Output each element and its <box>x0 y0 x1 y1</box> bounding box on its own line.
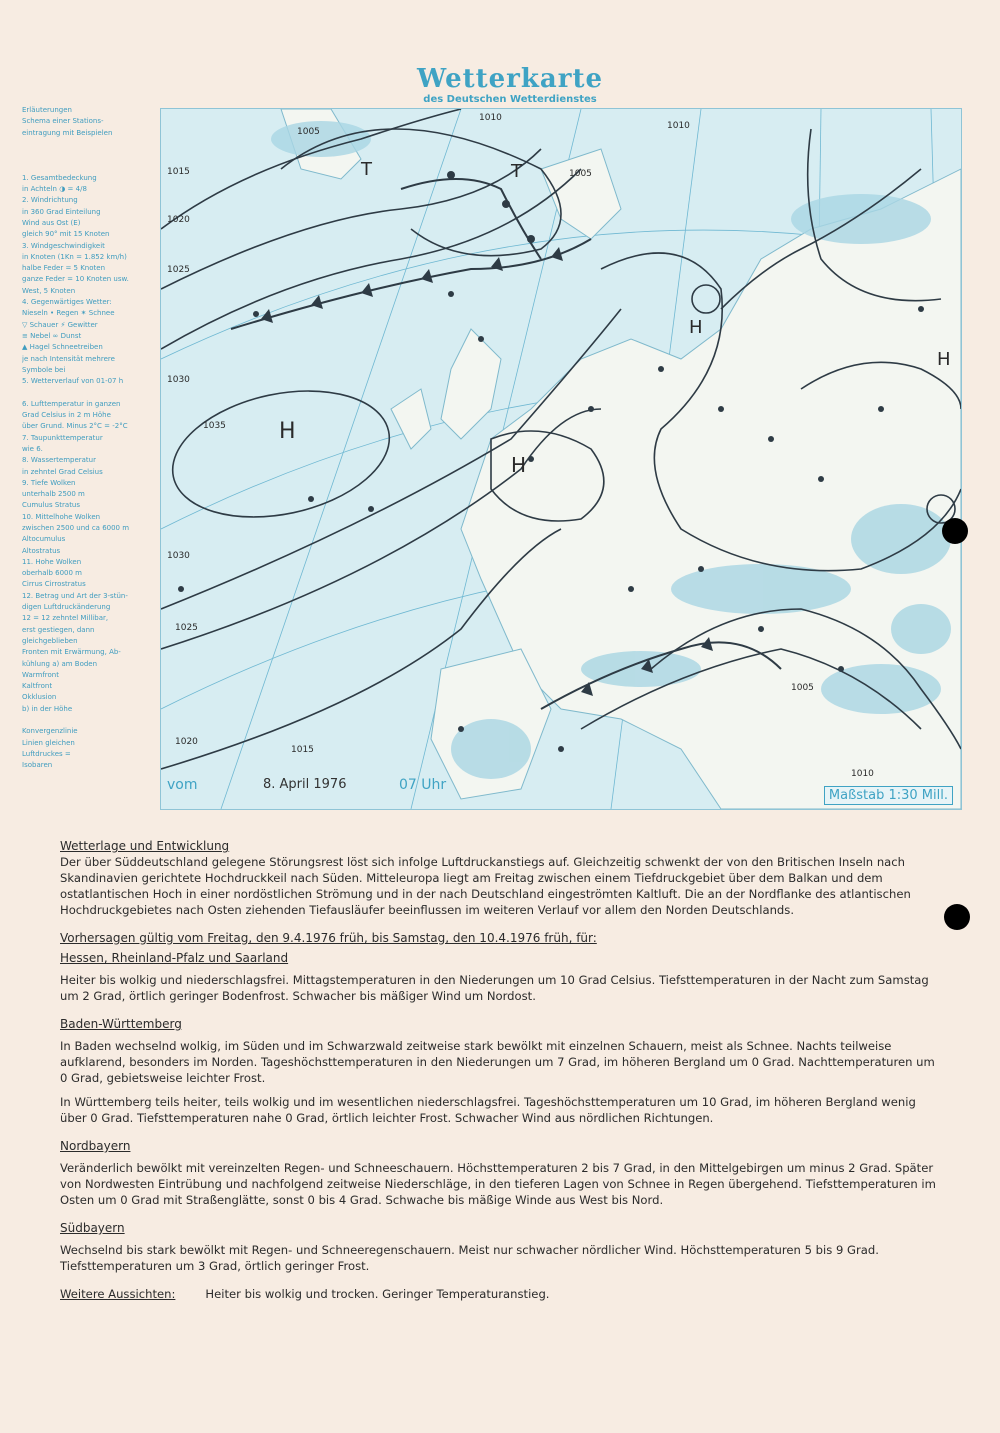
aussichten-heading: Weitere Aussichten: <box>60 1287 176 1301</box>
lage-text: Der über Süddeutschland gelegene Störungsrest löst sich infolge Luftdruckanstiegs auf. Gleichzeitig schwenkt der von den Britischen Inseln nach Skandinavien gerichtete Hochdruckkeil nach Süden. Mitteleuropa liegt am Freitag zwischen einem Tiefdruckgebiet über dem Balkan und dem ostatlantischen Hoch in einer nordöstlichen Strömung und in der nach Deutschland eingeströmten Kaltluft. Die an der Nordflanke des atlantischen Hochdruckgebietes nach Osten ziehenden Tiefausläufer beeinflussen im weiteren Verlauf vor allem den Norden Deutschlands. <box>60 855 911 917</box>
legend-line: ganze Feder = 10 Knoten usw. <box>22 275 129 284</box>
legend-line: zwischen 2500 und ca 6000 m <box>22 523 130 532</box>
date-prefix: vom <box>167 777 198 793</box>
section-aussichten <box>60 1286 940 1302</box>
nordbayern-text: Veränderlich bewölkt mit vereinzelten Regen- und Schneeschauern. Höchsttemperaturen 2 bis 7 Grad, in den Mittelgebirgen um minus 2 Grad. Später von Nordwesten Eintrübung und nachfolgend zeitweise Niederschläge, in den tieferen Lagen von Schnee in Regen übergehend. Tiefsttemperaturen im Osten um 0 Grad mit Straßenglätte, sonst 0 bis 4 Grad. Schwache bis mäßige Winde aus West bis Nord. <box>60 1161 936 1207</box>
suedbayern-text: Wechselnd bis stark bewölkt mit Regen- und Schneeregenschauern. Meist nur schwacher nördlicher Wind. Höchsttemperaturen 5 bis 9 Grad. Tiefsttemperaturen um 3 Grad, örtlich geringer Frost. <box>60 1243 879 1273</box>
pressure-label: 1030 <box>167 551 190 561</box>
legend-line: 9. Tiefe Wolken <box>22 478 76 487</box>
legend-line: Warmfront <box>22 670 59 679</box>
legend-line: 12 = 12 zehntel Millibar, <box>22 614 109 623</box>
legend-line <box>22 716 158 727</box>
legend-line: digen Luftdruckänderung <box>22 603 111 612</box>
section-bw <box>60 1016 940 1126</box>
legend-line: 5. Wetterverlauf von 01-07 h <box>22 377 124 386</box>
aussichten-text: Heiter bis wolkig und trocken. Geringer Temperaturanstieg. <box>205 1287 550 1301</box>
legend-line: West, 5 Knoten <box>22 286 76 295</box>
legend-line: Fronten mit Erwärmung, Ab- <box>22 648 121 657</box>
nordbayern-heading: Nordbayern <box>60 1139 131 1153</box>
high-pressure-center: H <box>937 349 951 370</box>
section-hessen <box>60 950 940 1004</box>
pressure-label: 1010 <box>479 113 502 123</box>
validity-heading: Vorhersagen gültig vom Freitag, den 9.4.1976 früh, bis Samstag, den 10.4.1976 früh, für: <box>60 931 597 945</box>
legend-line: Nieseln • Regen ✶ Schnee <box>22 309 115 318</box>
legend-line: in Knoten (1Kn = 1.852 km/h) <box>22 252 127 261</box>
legend-line: Schema einer Stations- <box>22 117 104 126</box>
legend-line: Kaltfront <box>22 682 53 691</box>
legend-line: erst gestiegen, dann <box>22 625 95 634</box>
bw-heading: Baden-Württemberg <box>60 1017 182 1031</box>
legend-line: Konvergenzlinie <box>22 727 78 736</box>
section-validity <box>60 930 940 946</box>
pressure-label: 1005 <box>791 683 814 693</box>
high-pressure-center: H <box>511 453 527 477</box>
suedbayern-heading: Südbayern <box>60 1221 125 1235</box>
legend-line: Wind aus Ost (E) <box>22 218 81 227</box>
bw-text-wuerttemberg: In Württemberg teils heiter, teils wolkig und im wesentlichen niederschlagsfrei. Tageshöchsttemperaturen um 10 Grad, im höheren Bergland wenig über 0 Grad. Tiefsttemperaturen nahe 0 Grad, örtlich leichter Frost. Schwacher Wind aus nördlichen Richtungen. <box>60 1095 916 1125</box>
pressure-label: 1020 <box>167 215 190 225</box>
legend-line: Symbole bei <box>22 365 66 374</box>
legend-line: ≡ Nebel ∞ Dunst <box>22 331 82 340</box>
map-time: 07 Uhr <box>399 777 447 793</box>
legend-line: Okklusion <box>22 693 57 702</box>
legend-line: 6. Lufttemperatur in ganzen <box>22 399 121 408</box>
legend-line: Altocumulus <box>22 535 66 544</box>
pressure-label: 1010 <box>667 121 690 131</box>
legend-line: 12. Betrag und Art der 3-stün- <box>22 591 128 600</box>
pressure-label: 1015 <box>291 745 314 755</box>
map-scale: Maßstab 1:30 Mill. <box>824 786 953 805</box>
legend-line: Grad Celsius in 2 m Höhe <box>22 411 111 420</box>
legend-line: wie 6. <box>22 444 43 453</box>
pressure-label: 1010 <box>851 769 874 779</box>
legend-line: oberhalb 6000 m <box>22 569 82 578</box>
pressure-label: 1030 <box>167 375 190 385</box>
pressure-label: 1035 <box>203 421 226 431</box>
high-pressure-center: H <box>689 317 703 338</box>
legend-line: in Achteln ◑ = 4/8 <box>22 185 87 194</box>
legend-line: unterhalb 2500 m <box>22 490 85 499</box>
low-pressure-center: T <box>361 159 372 180</box>
pressure-label: 1015 <box>167 167 190 177</box>
pressure-label: 1025 <box>167 265 190 275</box>
pressure-label: 1025 <box>175 623 198 633</box>
legend-line <box>22 388 158 399</box>
hessen-text: Heiter bis wolkig und niederschlagsfrei. Mittagstemperaturen in den Niederungen um 10 Grad Celsius. Tiefsttemperaturen in der Nacht zum Samstag um 2 Grad, örtlich geringer Bodenfrost. Schwacher bis mäßiger Wind um Nordost. <box>60 973 929 1003</box>
legend-line: 7. Taupunkttemperatur <box>22 433 103 442</box>
legend-line <box>22 140 158 151</box>
punch-hole <box>942 518 968 544</box>
legend-line: Altostratus <box>22 546 61 555</box>
legend-line: halbe Feder = 5 Knoten <box>22 264 106 273</box>
legend-line: gleichgeblieben <box>22 636 78 645</box>
map-date: 8. April 1976 <box>263 777 347 792</box>
punch-hole <box>944 904 970 930</box>
legend-line: 2. Windrichtung <box>22 196 78 205</box>
high-pressure-center: H <box>279 419 296 444</box>
legend-line: 4. Gegenwärtiges Wetter: <box>22 298 112 307</box>
legend-line: 3. Windgeschwindigkeit <box>22 241 105 250</box>
legend-line: gleich 90° mit 15 Knoten <box>22 230 110 239</box>
section-lage <box>60 838 940 918</box>
chart-title-block <box>330 64 690 106</box>
pressure-label: 1005 <box>569 169 592 179</box>
pressure-label: 1020 <box>175 737 198 747</box>
section-suedbayern <box>60 1220 940 1274</box>
legend-line: über Grund. Minus 2°C = -2°C <box>22 422 128 431</box>
legend-line: je nach Intensität mehrere <box>22 354 115 363</box>
legend-line: 1. Gesamtbedeckung <box>22 173 97 182</box>
section-nordbayern <box>60 1138 940 1208</box>
lage-heading: Wetterlage und Entwicklung <box>60 839 230 853</box>
legend-line: Linien gleichen <box>22 738 75 747</box>
legend-line: b) in der Höhe <box>22 704 73 713</box>
legend-line: ▲ Hagel Schneetreiben <box>22 343 103 352</box>
pressure-label: 1005 <box>297 127 320 137</box>
legend-line: kühlung a) am Boden <box>22 659 98 668</box>
legend-line: Cirrus Cirrostratus <box>22 580 86 589</box>
hessen-heading: Hessen, Rheinland-Pfalz und Saarland <box>60 951 289 965</box>
legend-line: ▽ Schauer ⚡ Gewitter <box>22 320 98 329</box>
map-graphic <box>161 109 961 809</box>
legend-line: 10. Mittelhohe Wolken <box>22 512 101 521</box>
legend-line <box>22 151 158 162</box>
forecast-text <box>60 838 940 1302</box>
legend-line <box>22 162 158 173</box>
legend-line: 8. Wassertemperatur <box>22 456 96 465</box>
legend-line: Erläuterungen <box>22 106 72 114</box>
legend-line: eintragung mit Beispielen <box>22 128 113 137</box>
legend-line: Cumulus Stratus <box>22 501 81 510</box>
legend-line: Isobaren <box>22 761 53 770</box>
weather-map <box>160 108 962 810</box>
legend-line: Luftdruckes = <box>22 749 71 758</box>
legend-line: in 360 Grad Einteilung <box>22 207 101 216</box>
page-subtitle: des Deutschen Wetterdienstes <box>423 94 597 105</box>
bw-text-baden: In Baden wechselnd wolkig, im Süden und im Schwarzwald zeitweise stark bewölkt mit einzelnen Schauern, meist als Schnee. Nachts teilweise aufklarend, besonders im Norden. Tageshöchsttemperaturen in den Niederungen um 7 Grad, im höheren Bergland um 0 Grad. Nachttemperaturen um 0 Grad, gebietsweise leichter Frost. <box>60 1039 935 1085</box>
low-pressure-center: T <box>511 161 522 182</box>
page-title: Wetterkarte <box>417 64 603 94</box>
legend-line: 11. Hohe Wolken <box>22 557 82 566</box>
legend-line: in zehntel Grad Celsius <box>22 467 103 476</box>
legend-panel <box>22 106 158 806</box>
